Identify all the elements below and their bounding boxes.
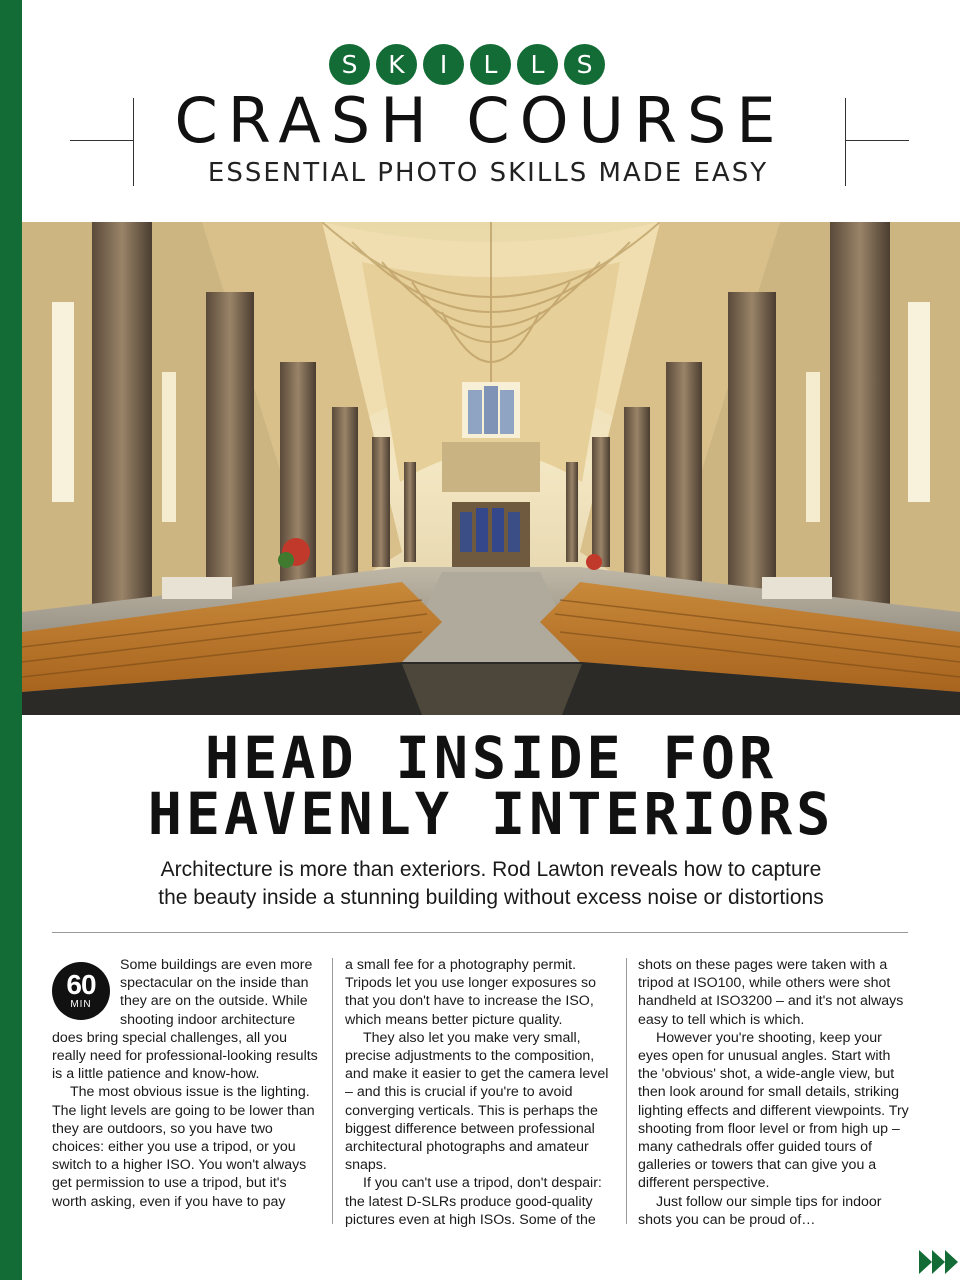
article-headline [31, 724, 950, 848]
article-standfirst [22, 856, 960, 912]
chevron-right-icon [919, 1250, 932, 1274]
column-divider [332, 958, 333, 1224]
skills-letter: S [564, 44, 605, 85]
green-edge-bar [0, 0, 22, 1280]
text-column-3 [638, 956, 910, 1229]
skills-letter: K [376, 44, 417, 85]
time-badge-unit: MIN [70, 999, 92, 1010]
paragraph: They also let you make very small, precise adjustments to the composition, and make it easier to get the camera level – and this is crucial if you're to avoid converging verticals. This is perhaps the biggest difference between professional architectural photographs and amateur snaps. [345, 1029, 609, 1174]
chevron-right-icon [945, 1250, 958, 1274]
skills-letter: S [329, 44, 370, 85]
headline-line: HEAD INSIDE FOR [204, 724, 778, 792]
section-subtitle: ESSENTIAL PHOTO SKILLS MADE EASY [207, 158, 769, 188]
skills-letter: I [423, 44, 464, 85]
column-divider [626, 958, 627, 1224]
time-badge-number: 60 [66, 969, 96, 1000]
paragraph: However you're shooting, keep your eyes open for unusual angles. Start with the 'obvious' shot, a wide-angle view, but then look around for small details, striking lighting effects and different viewpoints. Try shooting from floor level or from high up – many cathedrals offer guided tours of galleries or towers that can give you a different perspective. [638, 1029, 909, 1192]
section-title: CRASH COURSE [174, 84, 786, 157]
standfirst-line: the beauty inside a stunning building without excess noise or distortions [158, 886, 824, 909]
text-column-2 [345, 956, 617, 1229]
chevron-right-icon [932, 1250, 945, 1274]
paragraph: The most obvious issue is the lighting. The light levels are going to be lower than they are outdoors, so you have two choices: either you use a tripod, or you switch to a higher ISO. You won't always get permission to use a tripod, but it's worth asking, even if you have to pay [52, 1084, 315, 1210]
skills-badge-row [329, 44, 605, 85]
paragraph: If you can't use a tripod, don't despair: the latest D-SLRs produce good-quality pictures even at high ISOs. Some of the [345, 1175, 602, 1228]
headline-line: HEAVENLY INTERIORS [147, 780, 835, 848]
triple-chevron-right-icon [919, 1250, 958, 1274]
divider-rule [52, 932, 908, 933]
paragraph: a small fee for a photography permit. Tripods let you use longer exposures so that you don't have to increase the ISO, which means better picture quality. [345, 957, 597, 1028]
paragraph: Just follow our simple tips for indoor shots you can be proud of… [638, 1193, 882, 1228]
time-badge [52, 962, 110, 1020]
paragraph: shots on these pages were taken with a tripod at ISO100, while others were shot handheld at ISO3200 – and it's not always easy to tell which is which. [638, 957, 904, 1028]
paragraph: Some buildings are even more spectacular on the inside than they are on the outside. While shooting indoor architecture does bring special challenges, all you really need for professional-looking results is a little patience and know-how. [52, 957, 318, 1083]
standfirst-line: Architecture is more than exteriors. Rod Lawton reveals how to capture [160, 858, 822, 881]
cathedral-photo [22, 222, 960, 715]
text-column-1 [52, 956, 324, 1211]
skills-letter: L [470, 44, 511, 85]
skills-letter: L [517, 44, 558, 85]
